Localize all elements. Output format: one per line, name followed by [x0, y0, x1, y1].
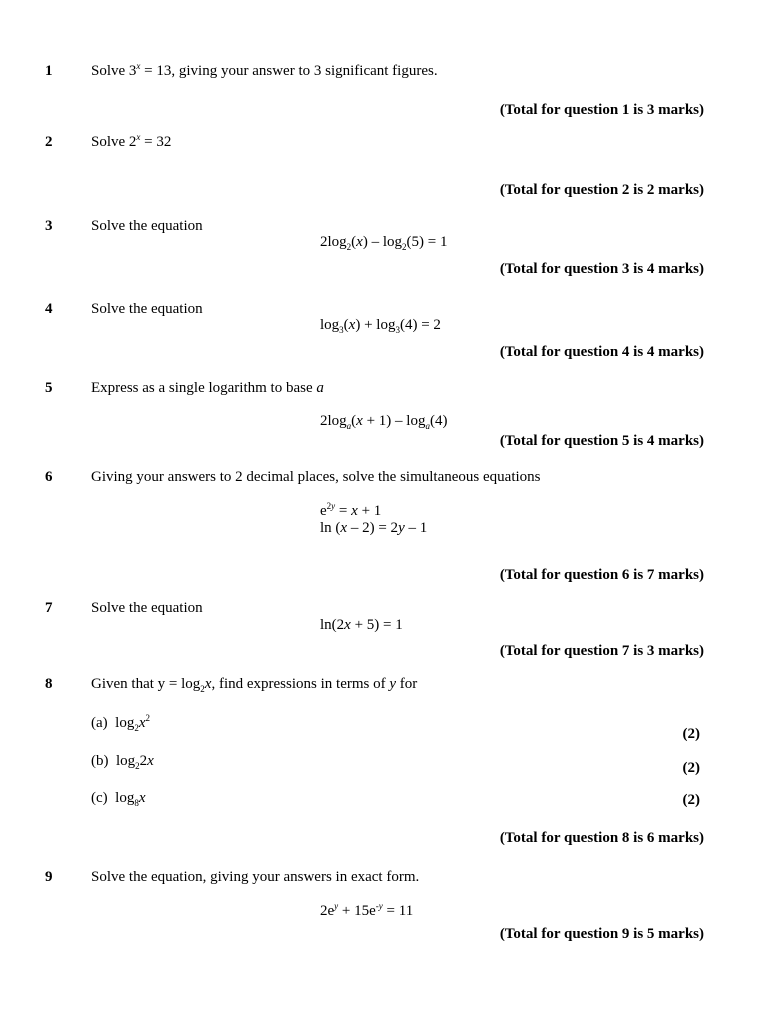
part-a-marks: (2)	[682, 726, 700, 742]
question-6-equation-2: ln (x – 2) = 2y – 1	[320, 520, 428, 536]
question-4-equation: $\log_3(x) + \log_3(4) = 2$	[320, 317, 441, 335]
question-8-part-a: (a) $\log_2x^2$	[91, 713, 150, 733]
question-number: 2	[45, 134, 53, 150]
question-3-equation: $2\log_2(x) - \log_2(5) = 1$	[320, 234, 448, 252]
question-5-expression: $2\log_a(x + 1) - \log_a(4)$	[320, 413, 448, 431]
question-number: 4	[45, 301, 53, 317]
question-9-total: (Total for question 9 is 5 marks)	[499, 926, 704, 942]
question-8-total: (Total for question 8 is 6 marks)	[499, 830, 704, 846]
question-5-total: (Total for question 5 is 4 marks)	[499, 433, 704, 449]
question-5-prompt-text: Express as a single logarithm to base	[91, 380, 313, 396]
question-1-total: (Total for question 1 is 3 marks)	[499, 102, 704, 118]
question-number: 7	[45, 600, 53, 616]
question-4-total: (Total for question 4 is 4 marks)	[499, 344, 704, 360]
question-6-total: (Total for question 6 is 7 marks)	[499, 567, 704, 583]
question-number: 9	[45, 869, 53, 885]
part-label: (a)	[91, 715, 108, 731]
part-c-marks: (2)	[682, 792, 700, 808]
question-6-prompt: Giving your answers to 2 decimal places, solve the simultaneous equations	[91, 469, 541, 485]
question-number: 6	[45, 469, 53, 485]
question-5-prompt	[91, 381, 324, 396]
question-7-total: (Total for question 7 is 3 marks)	[499, 643, 704, 659]
question-8-part-c: (c) $\log_8x$	[91, 790, 146, 808]
part-label: (b)	[91, 753, 109, 769]
question-2-total: (Total for question 2 is 2 marks)	[499, 182, 704, 198]
question-8-part-b: (b) $\log_22x$	[91, 753, 154, 771]
question-4-prompt: Solve the equation	[91, 301, 203, 317]
part-b-marks: (2)	[682, 760, 700, 776]
question-6-equation-1: $e^{2y} = x + 1$	[320, 501, 382, 519]
question-1-text: Solve $3^x = 13$, giving your answer to 3 significant figures.	[91, 61, 438, 79]
question-number: 5	[45, 380, 53, 396]
question-9-equation: $2e^y + 15e^{-y} = 11$	[320, 901, 414, 919]
question-number: 3	[45, 218, 53, 234]
question-9-prompt: Solve the equation, giving your answers in exact form.	[91, 869, 420, 885]
part-label: (c)	[91, 790, 108, 806]
question-2-text: Solve $2^x = 32$	[91, 132, 172, 150]
question-3-prompt: Solve the equation	[91, 218, 203, 234]
base-variable: a	[316, 380, 324, 396]
question-number: 8	[45, 676, 53, 692]
question-number: 1	[45, 63, 53, 79]
question-7-equation: ln(2x + 5) = 1	[320, 617, 403, 633]
question-3-total: (Total for question 3 is 4 marks)	[499, 261, 704, 277]
question-7-prompt: Solve the equation	[91, 600, 203, 616]
question-8-text: Given that $y = \log_2x$, find expressions in terms of y for	[91, 676, 418, 694]
